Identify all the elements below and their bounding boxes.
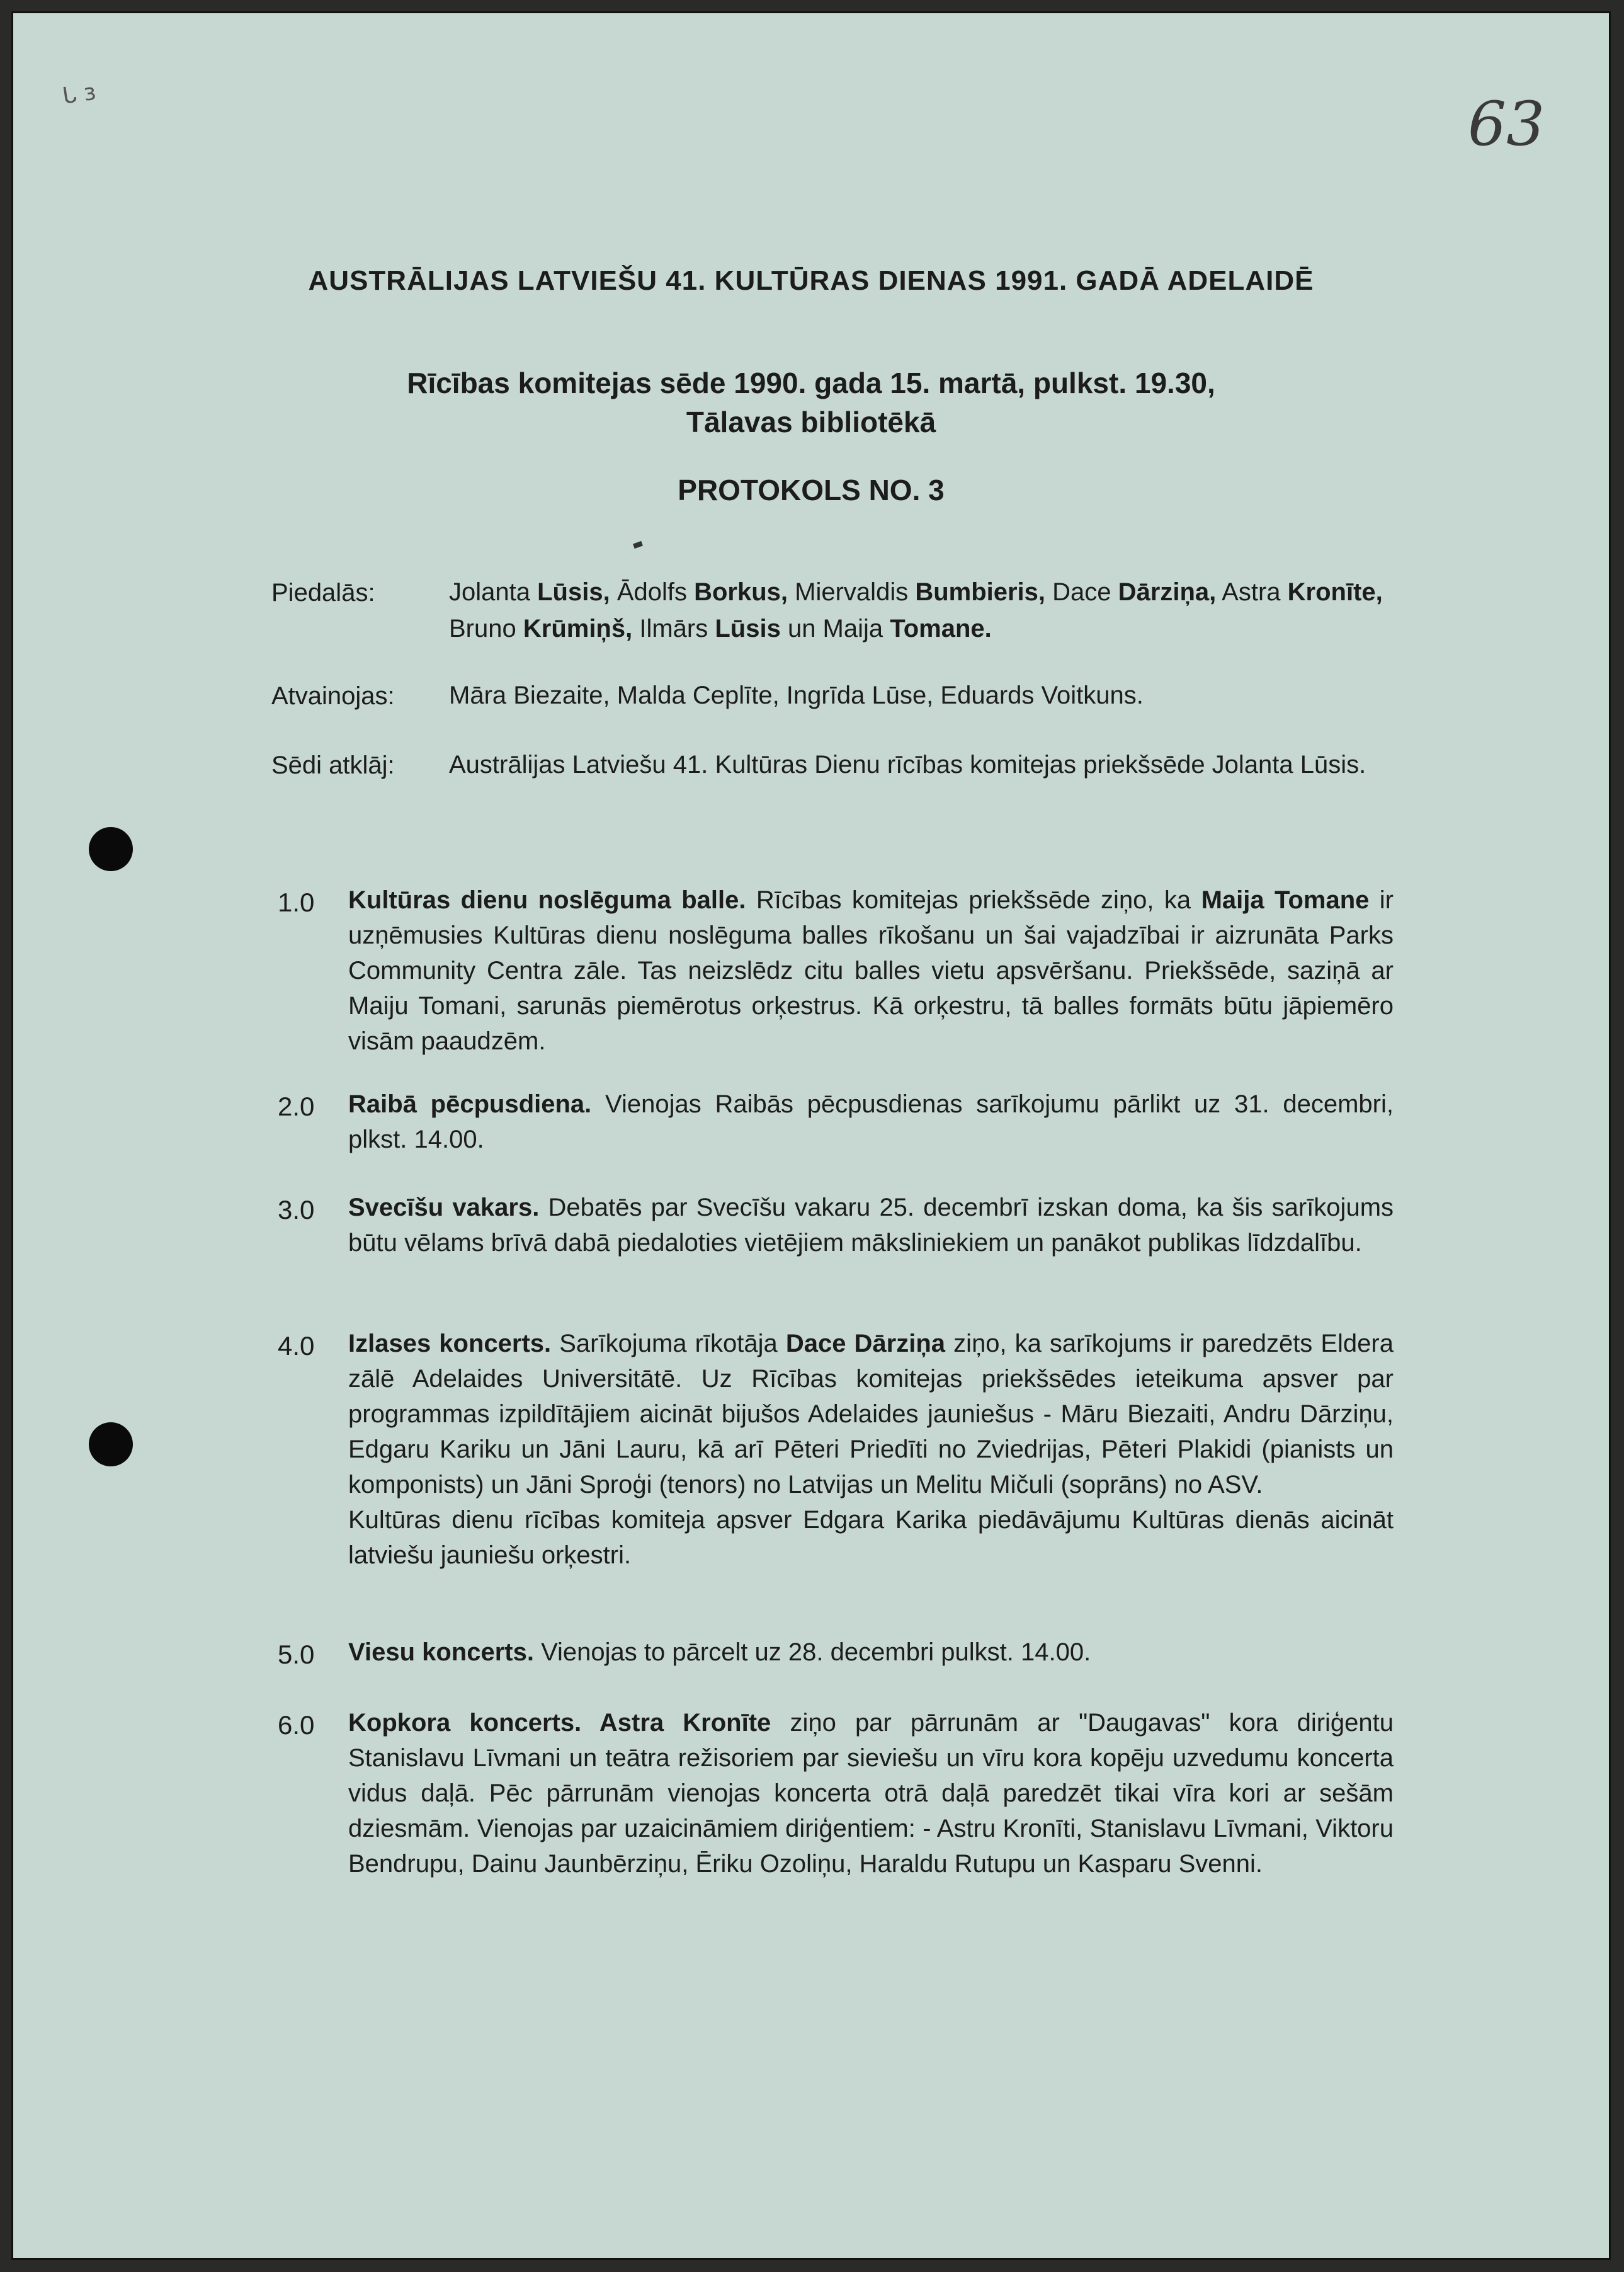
item-text-extra: Kultūras dienu rīcības komiteja apsver Edgara Karika piedāvājumu Kultūras dienās aicināt latviešu jauniešu orķestri.: [348, 1506, 1394, 1569]
opened-label: Sēdi atklāj:: [271, 751, 395, 779]
item-number: 5.0: [278, 1640, 315, 1669]
corner-scribble: ᒐ ɜ: [60, 79, 98, 110]
item-number: 2.0: [278, 1092, 315, 1121]
item-text: Viesu koncerts. Vienojas to pārcelt uz 28. decembri pulkst. 14.00.: [348, 1638, 1091, 1666]
present-value: Jolanta Lūsis, Ādolfs Borkus, Miervaldis Bumbieris, Dace Dārziņa, Astra Kronīte, Bruno Krūmiņš, Ilmārs Lūsis un Maija Tomane.: [449, 578, 1383, 642]
bold-text: Viesu koncerts.: [348, 1638, 534, 1666]
item-text: Kopkora koncerts. Astra Kronīte ziņo par pārrunām ar "Daugavas" kora diriģentu Stanislavu Līvmani un teātra režisoriem par sieviešu un vīru kora kopēju uzvedumu koncerta vidus daļā. Pēc pārrunām vienojas koncerta otrā daļā paredzēt tikai vīra kori ar sešām dziesmām. Vienojas par uzaicināmiem diriģentiem: - Astru Kronīti, Stanislavu Līvmani, Viktoru Bendrupu, Dainu Jaunbērziņu, Ēriku Ozoliņu, Haraldu Rutupu un Kasparu Svenni.: [348, 1709, 1394, 1878]
bold-text: Kultūras dienu noslēguma balle.: [348, 886, 746, 914]
bold-text: Lūsis: [715, 615, 781, 642]
bold-text: Borkus,: [694, 578, 788, 606]
item-number: 6.0: [278, 1710, 315, 1740]
bold-text: Bumbieris,: [915, 578, 1046, 606]
document-page: [11, 11, 1611, 2260]
item-text-main: Izlases koncerts. Sarīkojuma rīkotāja Dace Dārziņa ziņo, ka sarīkojums ir paredzēts Eldera zālē Adelaides Universitātē. Uz Rīcības komitejas priekšsēdes ieteikuma apsver par programmas izpildītājiem aicināt bijušos Adelaides jauniešus - Māru Biezaiti, Andru Dārziņu, Edgaru Kariku un Jāni Lauru, kā arī Pēteri Priedīti no Zviedrijas, Pēteri Plakidi (pianists un komponists) un Jāni Sproģi (tenors) no Latvijas un Melitu Mičuli (soprāns) no ASV.: [348, 1330, 1394, 1498]
excused-label: Atvainojas:: [271, 682, 395, 710]
bold-text: Dace Dārziņa: [785, 1330, 945, 1357]
page-number: 63: [1468, 89, 1545, 159]
bold-text: Tomane.: [890, 615, 992, 642]
item-number: 4.0: [278, 1331, 315, 1361]
item-text: Raibā pēcpusdiena. Vienojas Raibās pēcpusdienas sarīkojumu pārlikt uz 31. decembri, plkst. 14.00.: [348, 1090, 1394, 1153]
item-text: Kultūras dienu noslēguma balle. Rīcības komitejas priekšsēde ziņo, ka Maija Tomane ir uzņēmusies Kultūras dienu noslēguma balles rīkošanu un šai vajadzībai ir aizrunāta Parks Community Centra zāle. Tas neizslēdz citu balles vietu apsvēršanu. Priekšsēde, saziņā ar Maiju Tomani, sarunās piemērotus orķestrus. Kā orķestru, tā balles formāts būtu jāpiemēro visām paaudzēm.: [348, 886, 1394, 1055]
ink-mark: [633, 541, 643, 549]
bold-text: Kopkora koncerts. Astra Kronīte: [348, 1709, 771, 1737]
bold-text: Krūmiņš,: [523, 615, 633, 642]
excused-value: Māra Biezaite, Malda Ceplīte, Ingrīda Lūse, Eduards Voitkuns.: [449, 682, 1144, 709]
item-text: Svecīšu vakars. Debatēs par Svecīšu vakaru 25. decembrī izskan doma, ka šis sarīkojums būtu vēlams brīvā dabā piedaloties vietējiem māksliniekiem un panākot publikas līdzdalību.: [348, 1194, 1394, 1257]
bold-text: Maija Tomane: [1201, 886, 1370, 914]
bold-text: Izlases koncerts.: [348, 1330, 552, 1357]
bold-text: Lūsis,: [537, 578, 610, 606]
bold-text: Raibā pēcpusdiena.: [348, 1090, 592, 1118]
present-label: Piedalās:: [271, 579, 375, 607]
punch-hole-top: [89, 827, 133, 871]
item-text: [348, 1326, 1394, 1573]
punch-hole-bottom: [89, 1422, 133, 1466]
item-number: 3.0: [278, 1195, 315, 1224]
bold-text: Dārziņa,: [1118, 578, 1217, 606]
item-number: 1.0: [278, 888, 315, 917]
protocol-title: PROTOKOLS NO. 3: [678, 474, 945, 506]
location-line: Tālavas bibliotēkā: [686, 406, 936, 438]
bold-text: Svecīšu vakars.: [348, 1194, 540, 1221]
meeting-line: Rīcības komitejas sēde 1990. gada 15. martā, pulkst. 19.30,: [407, 367, 1215, 399]
opened-value: Austrālijas Latviešu 41. Kultūras Dienu rīcības komitejas priekšsēde Jolanta Lūsis.: [449, 751, 1366, 779]
document-title: AUSTRĀLIJAS LATVIEŠU 41. KULTŪRAS DIENAS 1991. GADĀ ADELAIDĒ: [308, 265, 1314, 296]
bold-text: Kronīte,: [1287, 578, 1383, 606]
